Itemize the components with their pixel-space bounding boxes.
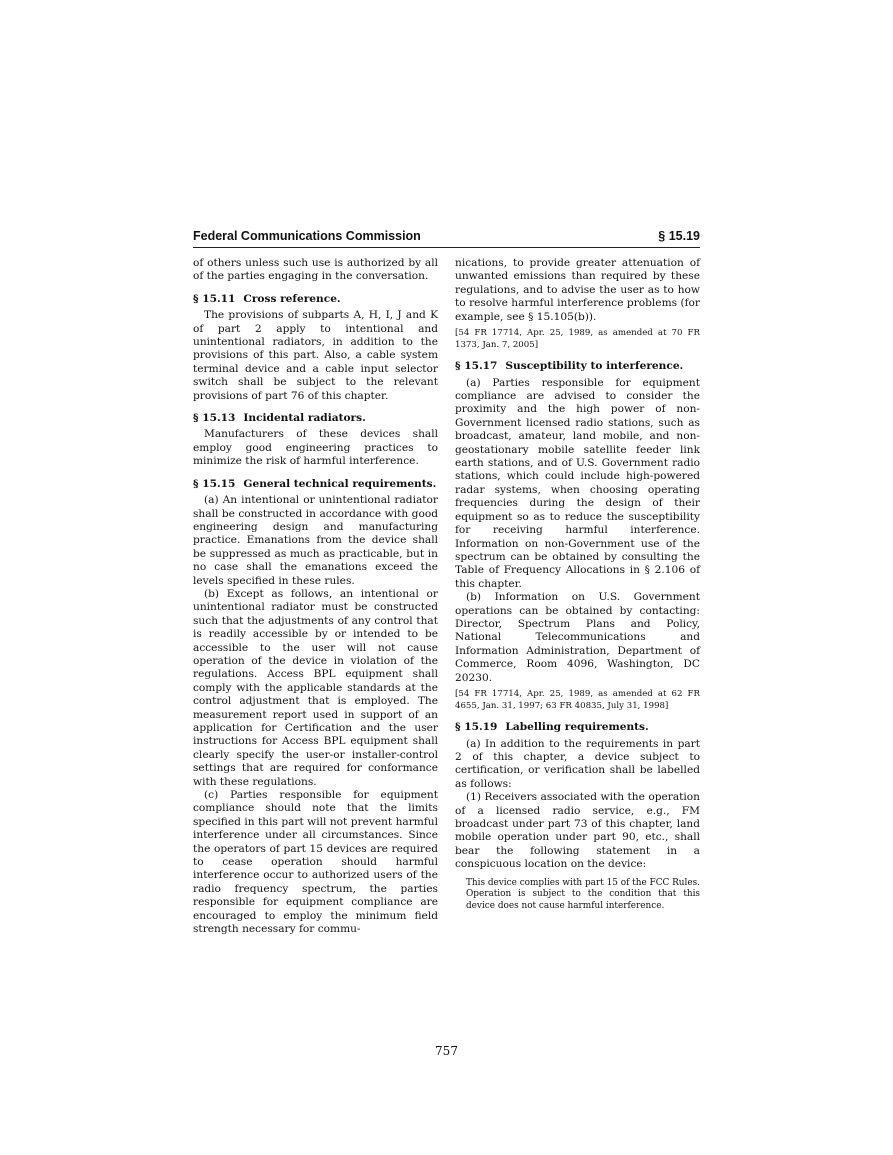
- section-paragraph: (1) Receivers associated with the operation of a licensed radio service, e.g., FM broadcast under part 73 of this chapter, land mobile operation under part 90, etc., shall bear the following statement in a conspicuous location on the device:: [455, 791, 700, 871]
- section-heading-15-17: [455, 360, 700, 373]
- section-title: Susceptibility to interference.: [505, 360, 684, 373]
- running-header: [193, 229, 700, 248]
- section-heading-15-19: [455, 721, 700, 734]
- section-heading-15-15: [193, 478, 438, 491]
- label-statement: This device complies with part 15 of the FCC Rules. Operation is subject to the condition that this device does not cause harmful interference.: [466, 877, 700, 911]
- section-paragraph: (a) Parties responsible for equipment compliance are advised to consider the proximity and the high power of non-Government licensed radio stations, such as broadcast, amateur, land mobile, and non-geostationary mobile satellite feeder link earth stations, and of U.S. Government radio stations, which could include high-powered radar systems, when choosing operating frequencies during the design of their equipment so as to reduce the susceptibility for receiving harmful interference. Information on non-Government use of the spectrum can be obtained by consulting the Table of Frequency Allocations in § 2.106 of this chapter.: [455, 376, 700, 590]
- section-number: § 15.19: [455, 721, 498, 734]
- section-title: Incidental radiators.: [243, 412, 366, 425]
- section-paragraph: (a) In addition to the requirements in part 2 of this chapter, a device subject to certification, or verification shall be labelled as follows:: [455, 737, 700, 790]
- section-paragraph: (a) An intentional or unintentional radiator shall be constructed in accordance with good engineering design and manufacturing practice. Emanations from the device shall be suppressed as much as practicable, but in no case shall the emanations exceed the levels specified in these rules.: [193, 494, 438, 587]
- section-title: Cross reference.: [243, 292, 341, 305]
- section-number: § 15.11: [193, 292, 236, 305]
- section-heading-15-13: [193, 412, 438, 425]
- header-agency: Federal Communications Commission: [193, 229, 421, 243]
- section-title: General technical requirements.: [243, 477, 437, 490]
- page-number: 757: [435, 1044, 458, 1058]
- section-heading-15-11: [193, 293, 438, 306]
- section-paragraph: (b) Information on U.S. Government operations can be obtained by contacting: Director, Spectrum Plans and Policy, National Telecommunications and Information Administration, Department of Commerce, Room 4096, Washington, DC 20230.: [455, 591, 700, 684]
- continuation-text: of others unless such use is authorized by all of the parties engaging in the conversation.: [193, 257, 438, 283]
- source-citation: [54 FR 17714, Apr. 25, 1989, as amended at 62 FR 4655, Jan. 31, 1997; 63 FR 40835, July 31, 1998]: [455, 688, 700, 711]
- section-paragraph: (b) Except as follows, an intentional or unintentional radiator must be constructed such that the adjustments of any control that is readily accessible by or intended to be accessible to the user will not cause operation of the device in violation of the regulations. Access BPL equipment shall comply with the applicable standards at the control adjustment that is employed. The measurement report used in support of an application for Certification and the user instructions for Access BPL equipment shall clearly specify the user-or installer-control settings that are required for conformance with these regulations.: [193, 587, 438, 788]
- right-column: [455, 257, 700, 912]
- section-paragraph: Manufacturers of these devices shall employ good engineering practices to minimize the risk of harmful interference.: [193, 428, 438, 468]
- section-number: § 15.15: [193, 477, 236, 490]
- section-title: Labelling requirements.: [505, 721, 649, 734]
- continuation-text: nications, to provide greater attenuation of unwanted emissions than required by these regulations, and to advise the user as to how to resolve harmful interference problems (for example, see § 15.105(b)).: [455, 257, 700, 323]
- section-paragraph: (c) Parties responsible for equipment compliance should note that the limits specified in this part will not prevent harmful interference under all circumstances. Since the operators of part 15 devices are required to cease operation should harmful interference occur to authorized users of the radio frequency spectrum, the parties responsible for equipment compliance are encouraged to employ the minimum field strength necessary for commu-: [193, 789, 438, 936]
- section-number: § 15.17: [455, 360, 498, 373]
- section-number: § 15.13: [193, 412, 236, 425]
- header-section: § 15.19: [658, 229, 700, 243]
- section-paragraph: The provisions of subparts A, H, I, J and K of part 2 apply to intentional and unintentional radiators, in addition to the provisions of this part. Also, a cable system terminal device and a cable input selector switch shall be subject to the relevant provisions of part 76 of this chapter.: [193, 309, 438, 402]
- left-column: [193, 257, 438, 937]
- source-citation: [54 FR 17714, Apr. 25, 1989, as amended at 70 FR 1373, Jan. 7, 2005]: [455, 328, 700, 350]
